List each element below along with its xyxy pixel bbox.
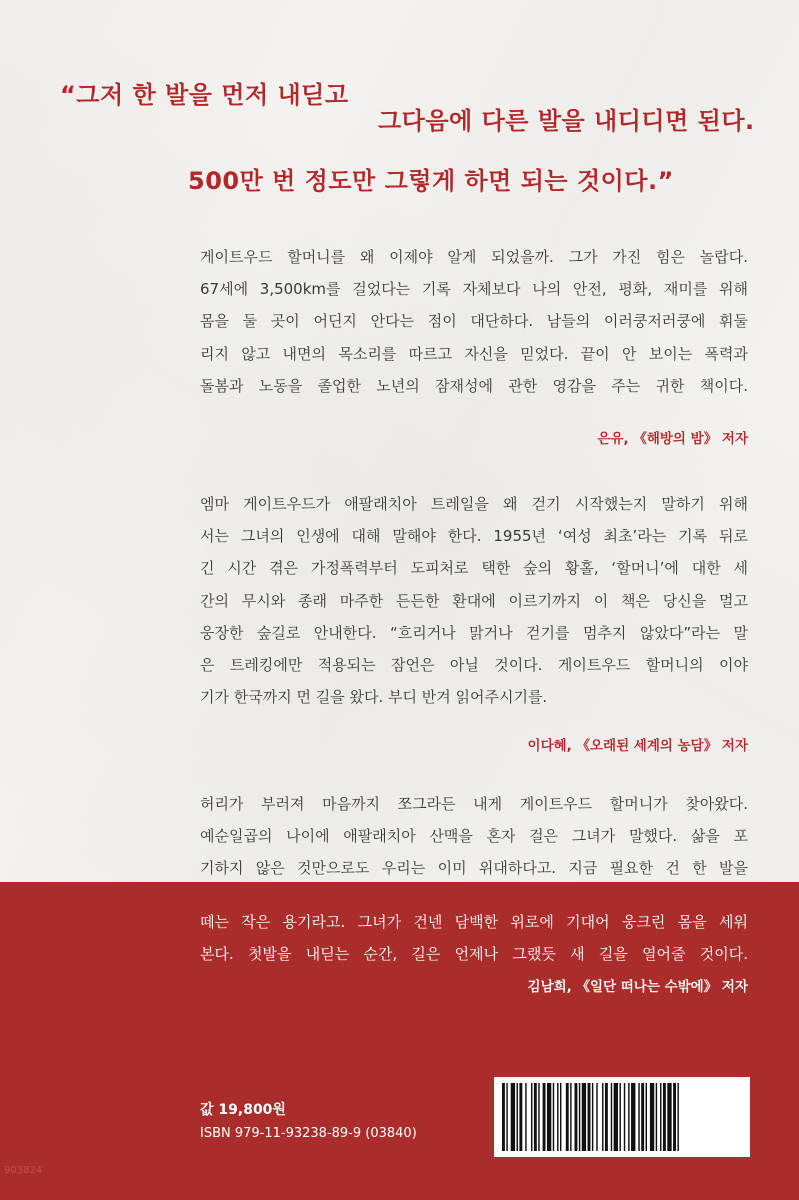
review-3-credit: 김남희, 《일단 떠나는 수밖에》 저자: [527, 979, 748, 995]
quote-line-1: “그저 한 발을 먼저 내딛고: [60, 81, 349, 109]
review-line: 게이트우드 할머니를 왜 이제야 알게 되었을까. 그가 가진 힘은 놀랍다.: [200, 248, 748, 266]
isbn-label: ISBN 979-11-93238-89-9 (03840): [200, 1126, 417, 1141]
barcode-bar: [605, 1083, 608, 1151]
barcode-bar: [543, 1083, 546, 1151]
barcode-bar: [579, 1083, 580, 1151]
barcode-bar: [588, 1083, 591, 1151]
review-line: 긴 시간 겪은 가정폭력부터 도피처로 택한 숲의 황홀, ‘할머니’에 대한 세: [200, 559, 748, 578]
barcode-bar: [519, 1083, 522, 1151]
barcode-bar: [596, 1083, 597, 1151]
barcode-bar: [531, 1083, 532, 1151]
barcode-bar: [517, 1083, 518, 1151]
barcode-bar: [631, 1083, 635, 1151]
review-line: 기하지 않은 것만으로도 우리는 이미 위대하다고. 지금 필요한 건 한 발을: [200, 859, 748, 878]
corner-mark: 903824: [4, 1165, 43, 1176]
price-label: 값 19,800원: [200, 1102, 286, 1118]
barcode-graphic: [494, 1077, 750, 1157]
quote-line-2: 그다음에 다른 발을 내디디면 된다.: [378, 107, 755, 135]
barcode-bar: [677, 1083, 678, 1151]
review-3-text-upper: [200, 788, 748, 885]
barcode-bar: [667, 1083, 671, 1151]
review-line: 허리가 부러져 마음까지 쪼그라든 내게 게이트우드 할머니가 찾아왔다.: [200, 795, 748, 813]
review-line: 67세에 3,500km를 걸었다는 기록 자체보다 나의 안전, 평화, 재미를 위해: [200, 280, 748, 299]
barcode-bar: [624, 1083, 625, 1151]
review-3-text-lower: [200, 906, 748, 970]
barcode-bar: [575, 1083, 578, 1151]
review-line: 몸을 둘 곳이 어딘지 안다는 점이 대단하다. 남들의 이러쿵저러쿵에 휘둘: [200, 312, 748, 331]
barcode-bar: [663, 1083, 666, 1151]
review-line: 은 트레킹에만 적용되는 잠언은 아닐 것이다. 게이트우드 할머니의 이야: [200, 656, 748, 675]
review-line: 리지 않고 내면의 목소리를 따르고 자신을 믿었다. 끝이 안 보이는 폭력과: [200, 344, 748, 363]
review-line: 예순일곱의 나이에 애팔래치아 산맥을 혼자 걸은 그녀가 말했다. 삶을 포: [200, 827, 748, 846]
quote-line-3: 500만 번 정도만 그렇게 하면 되는 것이다.”: [188, 167, 674, 195]
barcode-bar: [628, 1083, 629, 1151]
review-line: 웅장한 숲길로 안내한다. “흐리거나 맑거나 걷기를 멈추지 않았다”라는 말: [200, 623, 748, 642]
barcode-bar: [611, 1083, 612, 1151]
review-2-text: [200, 488, 748, 713]
barcode-bar: [673, 1083, 676, 1151]
barcode-bar: [525, 1083, 526, 1151]
barcode-bar: [602, 1083, 603, 1151]
barcode-bar: [534, 1083, 537, 1151]
barcode-bar: [592, 1083, 593, 1151]
barcode-bar: [641, 1083, 644, 1151]
review-line: 돌봄과 노동을 졸업한 노년의 잠재성에 관한 영감을 주는 귀한 책이다.: [200, 376, 748, 395]
barcode-bar: [660, 1083, 661, 1151]
barcode-bar: [614, 1083, 618, 1151]
barcode-bar: [502, 1083, 505, 1151]
barcode-bar: [656, 1083, 657, 1151]
review-1-credit: 은유, 《해방의 밤》 저자: [597, 431, 748, 447]
barcode: [494, 1077, 750, 1157]
review-line: 서는 그녀의 인생에 대해 말해야 한다. 1955년 ‘여성 최초’라는 기록 뒤로: [200, 527, 748, 546]
barcode-bar: [560, 1083, 561, 1151]
barcode-bar: [511, 1083, 515, 1151]
barcode-bar: [646, 1083, 647, 1151]
barcode-bar: [650, 1083, 654, 1151]
review-2-credit: 이다혜, 《오래된 세계의 농담》 저자: [527, 738, 748, 754]
barcode-bar: [506, 1083, 507, 1151]
review-line: 기가 한국까지 먼 길을 왔다. 부디 반겨 읽어주시기를.: [200, 688, 548, 707]
barcode-bar: [582, 1083, 586, 1151]
review-line: 엠마 게이트우드가 애팔래치아 트레일을 왜 걷기 시작했는지 말하기 위해: [200, 495, 748, 513]
barcode-bar: [557, 1083, 558, 1151]
barcode-bar: [547, 1083, 551, 1151]
barcode-bar: [638, 1083, 639, 1151]
barcode-bar: [553, 1083, 554, 1151]
review-line: 본다. 첫발을 내딛는 순간, 길은 언제나 그랬듯 새 길을 열어줄 것이다.: [200, 945, 748, 964]
review-line: 간의 무시와 종래 마주한 든든한 환대에 이르기까지 이 책은 당신을 멀고: [200, 591, 748, 610]
barcode-bar: [538, 1083, 539, 1151]
review-1-text: [200, 241, 748, 402]
review-line: 떼는 작은 용기라고. 그녀가 건넨 담백한 위로에 기대어 웅크린 몸을 세워: [200, 913, 748, 931]
barcode-bar: [570, 1083, 571, 1151]
barcode-bar: [566, 1083, 569, 1151]
barcode-bar: [619, 1083, 620, 1151]
